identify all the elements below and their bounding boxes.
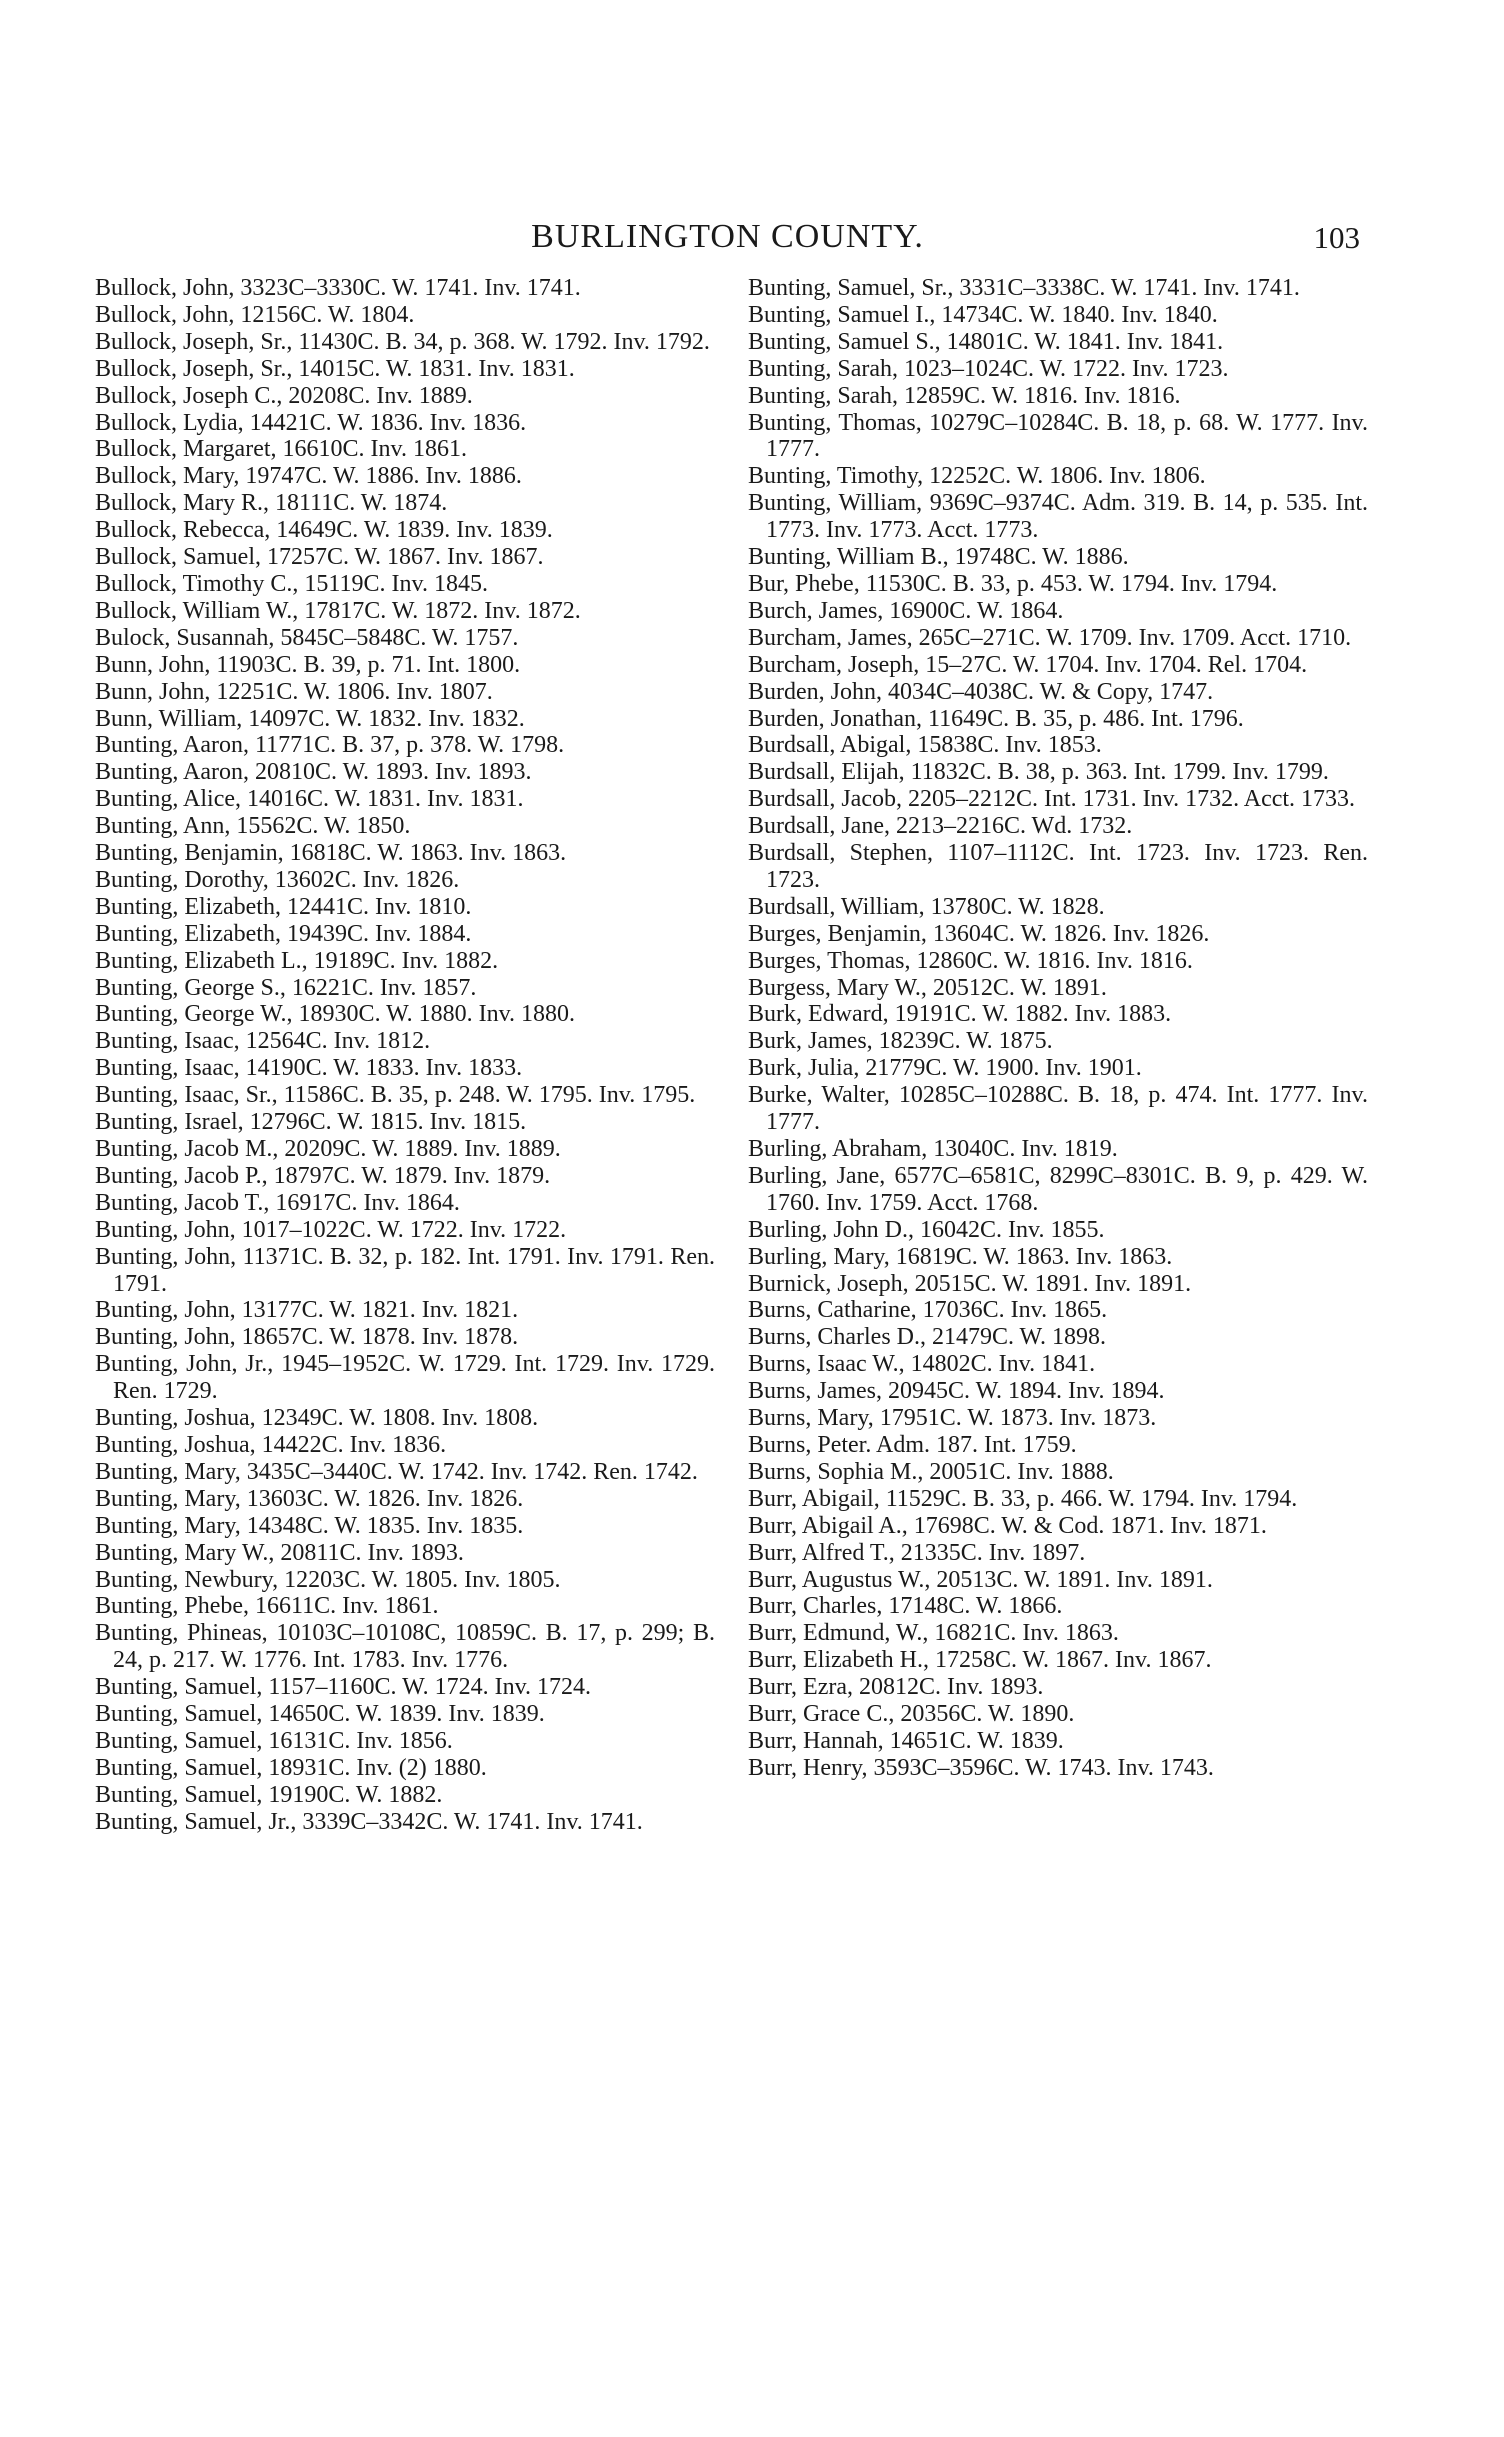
list-item: Bunting, Israel, 12796C. W. 1815. Inv. 1815. [95, 1109, 527, 1136]
list-item: Burcham, Joseph, 15–27C. W. 1704. Inv. 1704. Rel. 1704. [748, 651, 1308, 678]
list-item: Bunting, Samuel, 19190C. W. 1882. [95, 1781, 443, 1808]
list-item: Bunting, George S., 16221C. Inv. 1857. [95, 974, 477, 1001]
list-item: Bullock, Timothy C., 15119C. Inv. 1845. [95, 570, 488, 597]
page-number: 103 [1313, 220, 1360, 255]
list-item: Burr, Abigail A., 17698C. W. & Cod. 1871. Inv. 1871. [748, 1512, 1267, 1539]
list-item: Bunting, John, 13177C. W. 1821. Inv. 1821. [95, 1297, 519, 1324]
list-item: Bunting, Mary, 13603C. W. 1826. Inv. 1826. [95, 1485, 524, 1512]
list-item: Bunting, Joshua, 14422C. Inv. 1836. [95, 1431, 447, 1458]
list-item: Burns, Mary, 17951C. W. 1873. Inv. 1873. [748, 1405, 1157, 1432]
list-item: Bunting, George W., 18930C. W. 1880. Inv. 1880. [95, 1001, 576, 1028]
list-item: Bunting, Mary W., 20811C. Inv. 1893. [95, 1539, 464, 1566]
page-title: BURLINGTON COUNTY. [531, 218, 924, 255]
list-item: Burr, Alfred T., 21335C. Inv. 1897. [748, 1539, 1086, 1566]
list-item: Bunting, Jacob T., 16917C. Inv. 1864. [95, 1189, 460, 1216]
list-item: Bunting, Phineas, 10103C–10108C, 10859C. B. 17, p. 299; B. 24, p. 217. W. 1776. Int. 1783. Inv. 1776. [95, 1620, 715, 1674]
list-item: Burling, Abraham, 13040C. Inv. 1819. [748, 1136, 1118, 1162]
list-item: Bunting, Samuel, Jr., 3339C–3342C. W. 1741. Inv. 1741. [95, 1808, 643, 1835]
list-item: Burr, Henry, 3593C–3596C. W. 1743. Inv. 1743. [748, 1754, 1214, 1781]
page-header [95, 214, 1360, 262]
list-item: Burdsall, Abigal, 15838C. Inv. 1853. [748, 732, 1102, 759]
list-item: Bunting, Alice, 14016C. W. 1831. Inv. 1831. [95, 786, 524, 813]
list-item: Bunting, Isaac, 12564C. Inv. 1812. [95, 1028, 431, 1055]
list-item: Bunting, Mary, 14348C. W. 1835. Inv. 1835. [95, 1512, 524, 1539]
list-item: Burns, Peter. Adm. 187. Int. 1759. [748, 1431, 1077, 1458]
list-item: Burling, John D., 16042C. Inv. 1855. [748, 1216, 1105, 1243]
left-column [95, 275, 715, 1836]
list-item: Bullock, Rebecca, 14649C. W. 1839. Inv. 1839. [95, 517, 553, 544]
list-item: Burling, Jane, 6577C–6581C, 8299C–8301C. B. 9, p. 429. W. 1760. Inv. 1759. Acct. 1768. [748, 1162, 1368, 1216]
list-item: Burr, Grace C., 20356C. W. 1890. [748, 1701, 1075, 1728]
list-item: Bunn, John, 11903C. B. 39, p. 71. Int. 1800. [95, 651, 521, 678]
list-item: Burgess, Mary W., 20512C. W. 1891. [748, 974, 1107, 1001]
list-item: Burch, James, 16900C. W. 1864. [748, 597, 1064, 624]
list-item: Burke, Walter, 10285C–10288C. B. 18, p. 474. Int. 1777. Inv. 1777. [748, 1082, 1368, 1136]
list-item: Bullock, John, 12156C. W. 1804. [95, 301, 415, 328]
list-item: Burdsall, Stephen, 1107–1112C. Int. 1723. Inv. 1723. Ren. 1723. [748, 840, 1368, 893]
list-item: Bunting, Aaron, 11771C. B. 37, p. 378. W. 1798. [95, 732, 565, 759]
list-item: Bunting, Samuel, 16131C. Inv. 1856. [95, 1727, 453, 1754]
list-item: Bunting, William B., 19748C. W. 1886. [748, 544, 1129, 571]
list-item: Burr, Charles, 17148C. W. 1866. [748, 1593, 1063, 1620]
list-item: Burges, Thomas, 12860C. W. 1816. Inv. 1816. [748, 947, 1193, 974]
list-item: Bunting, John, 11371C. B. 32, p. 182. Int. 1791. Inv. 1791. Ren. 1791. [95, 1243, 715, 1297]
list-item: Burcham, James, 265C–271C. W. 1709. Inv. 1709. Acct. 1710. [748, 624, 1352, 651]
list-item: Burdsall, Jane, 2213–2216C. Wd. 1732. [748, 813, 1133, 840]
list-item: Burr, Abigail, 11529C. B. 33, p. 466. W. 1794. Inv. 1794. [748, 1485, 1298, 1512]
list-item: Bulock, Susannah, 5845C–5848C. W. 1757. [95, 624, 519, 651]
list-item: Bullock, Samuel, 17257C. W. 1867. Inv. 1867. [95, 544, 544, 571]
list-item: Bunting, Newbury, 12203C. W. 1805. Inv. 1805. [95, 1566, 561, 1593]
list-item: Bunting, Sarah, 12859C. W. 1816. Inv. 1816. [748, 382, 1181, 409]
list-item: Bunting, Sarah, 1023–1024C. W. 1722. Inv. 1723. [748, 355, 1229, 382]
list-item: Bunting, Benjamin, 16818C. W. 1863. Inv. 1863. [95, 840, 567, 867]
list-item: Bunting, Dorothy, 13602C. Inv. 1826. [95, 866, 460, 893]
list-item: Bunting, Mary, 3435C–3440C. W. 1742. Inv. 1742. Ren. 1742. [95, 1458, 698, 1485]
list-item: Bullock, Mary R., 18111C. W. 1874. [95, 490, 448, 517]
list-item: Bunting, Joshua, 12349C. W. 1808. Inv. 1808. [95, 1405, 539, 1432]
list-item: Bullock, Mary, 19747C. W. 1886. Inv. 1886. [95, 463, 522, 490]
list-item: Burk, Julia, 21779C. W. 1900. Inv. 1901. [748, 1055, 1142, 1082]
list-item: Burden, Jonathan, 11649C. B. 35, p. 486. Int. 1796. [748, 705, 1244, 732]
list-item: Bunting, Timothy, 12252C. W. 1806. Inv. 1806. [748, 463, 1206, 490]
list-item: Burr, Edmund, W., 16821C. Inv. 1863. [748, 1620, 1119, 1647]
list-item: Bunting, Jacob M., 20209C. W. 1889. Inv. 1889. [95, 1136, 561, 1162]
list-item: Bunting, Jacob P., 18797C. W. 1879. Inv. 1879. [95, 1162, 551, 1189]
list-item: Burk, James, 18239C. W. 1875. [748, 1028, 1053, 1055]
list-item: Bunting, John, Jr., 1945–1952C. W. 1729. Int. 1729. Inv. 1729. Ren. 1729. [95, 1351, 715, 1405]
list-item: Burk, Edward, 19191C. W. 1882. Inv. 1883. [748, 1001, 1172, 1028]
list-item: Burden, John, 4034C–4038C. W. & Copy, 1747. [748, 678, 1214, 705]
list-item: Burr, Elizabeth H., 17258C. W. 1867. Inv. 1867. [748, 1647, 1212, 1674]
list-item: Burdsall, William, 13780C. W. 1828. [748, 893, 1105, 920]
list-item: Burns, James, 20945C. W. 1894. Inv. 1894. [748, 1378, 1165, 1405]
list-item: Burdsall, Jacob, 2205–2212C. Int. 1731. Inv. 1732. Acct. 1733. [748, 786, 1356, 813]
list-item: Bunting, Samuel, 18931C. Inv. (2) 1880. [95, 1754, 487, 1781]
list-item: Bunn, John, 12251C. W. 1806. Inv. 1807. [95, 678, 493, 705]
list-item: Bunting, Isaac, 14190C. W. 1833. Inv. 1833. [95, 1055, 523, 1082]
list-item: Burnick, Joseph, 20515C. W. 1891. Inv. 1891. [748, 1270, 1192, 1297]
list-item: Burns, Catharine, 17036C. Inv. 1865. [748, 1297, 1108, 1324]
list-item: Bunting, Elizabeth, 19439C. Inv. 1884. [95, 920, 472, 947]
list-item: Bur, Phebe, 11530C. B. 33, p. 453. W. 1794. Inv. 1794. [748, 570, 1278, 597]
list-item: Bullock, Margaret, 16610C. Inv. 1861. [95, 436, 467, 463]
list-item: Bunn, William, 14097C. W. 1832. Inv. 1832. [95, 705, 525, 732]
list-item: Bunting, Aaron, 20810C. W. 1893. Inv. 1893. [95, 759, 532, 786]
list-item: Burns, Charles D., 21479C. W. 1898. [748, 1324, 1107, 1351]
list-item: Burns, Sophia M., 20051C. Inv. 1888. [748, 1458, 1114, 1485]
list-item: Bunting, Samuel I., 14734C. W. 1840. Inv. 1840. [748, 301, 1218, 328]
list-item: Bunting, Ann, 15562C. W. 1850. [95, 813, 411, 840]
list-item: Bunting, Elizabeth L., 19189C. Inv. 1882. [95, 947, 499, 974]
list-item: Bunting, John, 1017–1022C. W. 1722. Inv. 1722. [95, 1216, 567, 1243]
list-item: Bunting, Elizabeth, 12441C. Inv. 1810. [95, 893, 472, 920]
list-item: Burr, Hannah, 14651C. W. 1839. [748, 1727, 1064, 1754]
list-item: Bunting, Samuel, Sr., 3331C–3338C. W. 1741. Inv. 1741. [748, 275, 1300, 301]
list-item: Bullock, Lydia, 14421C. W. 1836. Inv. 1836. [95, 409, 527, 436]
list-item: Burges, Benjamin, 13604C. W. 1826. Inv. 1826. [748, 920, 1210, 947]
list-item: Burr, Ezra, 20812C. Inv. 1893. [748, 1674, 1044, 1701]
list-item: Burling, Mary, 16819C. W. 1863. Inv. 1863. [748, 1243, 1173, 1270]
list-item: Bunting, Thomas, 10279C–10284C. B. 18, p. 68. W. 1777. Inv. 1777. [748, 409, 1368, 463]
list-item: Bullock, Joseph C., 20208C. Inv. 1889. [95, 382, 473, 409]
list-item: Bunting, Phebe, 16611C. Inv. 1861. [95, 1593, 439, 1620]
list-item: Bunting, John, 18657C. W. 1878. Inv. 1878. [95, 1324, 519, 1351]
list-item: Bullock, Joseph, Sr., 14015C. W. 1831. Inv. 1831. [95, 355, 575, 382]
list-item: Burr, Augustus W., 20513C. W. 1891. Inv. 1891. [748, 1566, 1213, 1593]
list-item: Burdsall, Elijah, 11832C. B. 38, p. 363. Int. 1799. Inv. 1799. [748, 759, 1329, 786]
list-item: Bullock, William W., 17817C. W. 1872. Inv. 1872. [95, 597, 581, 624]
list-item: Bunting, Samuel, 1157–1160C. W. 1724. Inv. 1724. [95, 1674, 592, 1701]
list-item: Burns, Isaac W., 14802C. Inv. 1841. [748, 1351, 1096, 1378]
list-item: Bunting, Samuel S., 14801C. W. 1841. Inv. 1841. [748, 328, 1224, 355]
list-item: Bullock, John, 3323C–3330C. W. 1741. Inv. 1741. [95, 275, 581, 301]
list-item: Bunting, Isaac, Sr., 11586C. B. 35, p. 248. W. 1795. Inv. 1795. [95, 1082, 696, 1109]
list-item: Bunting, William, 9369C–9374C. Adm. 319. B. 14, p. 535. Int. 1773. Inv. 1773. Acct. 1773. [748, 490, 1368, 544]
list-item: Bunting, Samuel, 14650C. W. 1839. Inv. 1839. [95, 1701, 545, 1728]
right-column [748, 275, 1368, 1782]
list-item: Bullock, Joseph, Sr., 11430C. B. 34, p. 368. W. 1792. Inv. 1792. [95, 328, 710, 355]
